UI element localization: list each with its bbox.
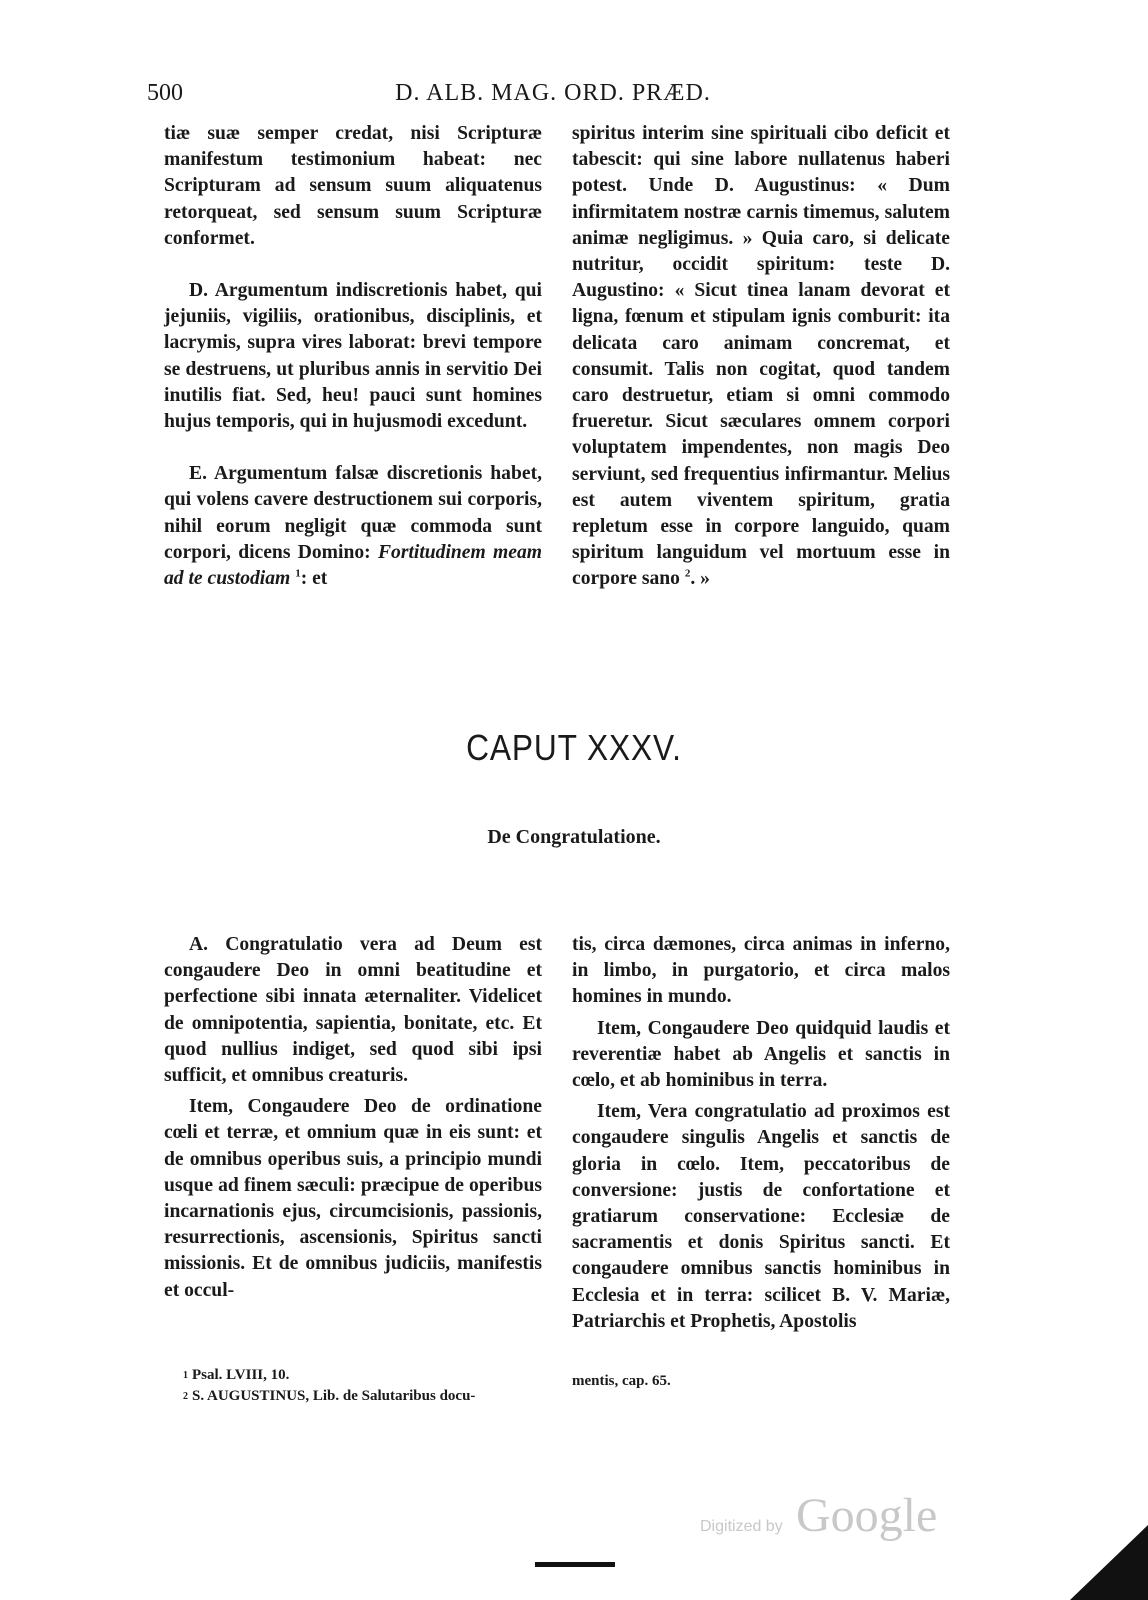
bottom-rule <box>535 1562 615 1567</box>
paragraph: Item, Congaudere Deo quidquid laudis et reverentiæ habet ab Angelis et sanctis in cœlo, et ab hominibus in terra. <box>572 1017 950 1092</box>
paragraph-a: A. Congratulatio vera ad Deum est congaudere Deo in omni beatitudine et perfectione sibi innata æternaliter. Videlicet de omnipotentia, sapientia, bonitate, etc. Et quod nullius indiget, sed quod sibi ipsi sufficit, et omnibus creaturis. <box>164 934 542 1087</box>
chapter-heading: CAPUT XXXV. <box>466 727 682 768</box>
footnote-2: $^2$ S. AUGUSTINUS, Lib. de Salutaribus docu- <box>183 1388 476 1404</box>
google-logo: Google <box>796 1489 938 1542</box>
footnotes-right <box>572 1371 952 1392</box>
footnote-ref-1: 1 <box>295 567 301 580</box>
paragraph-e: E. Argumentum falsæ discretionis habet, qui volens cavere destructionem sui corporis, nihil eorum negligit quæ commoda sunt corpori, dicens Domino: Fortitudinem meam ad te custodiam $^1$: et <box>164 463 542 590</box>
footnote-ref-2: 2 <box>684 567 691 580</box>
top-left-column <box>164 121 542 592</box>
paragraph: tis, circa dæmones, circa animas in inferno, in limbo, in purgatorio, et circa malos homines in mundo. <box>572 934 950 1008</box>
footnote-1: $^1$ Psal. LVIII, 10. <box>183 1367 290 1383</box>
page-edge-shadow <box>1050 1525 1148 1600</box>
paragraph: tiæ suæ semper credat, nisi Scripturæ manifestum testimonium habeat: nec Scripturam ad sensum suum aliquatenus retorqueat, sed sensum suum Scripturæ conformet. <box>164 123 542 249</box>
footnote-2-continued: mentis, cap. 65. <box>572 1373 671 1389</box>
paragraph: Item, Congaudere Deo de ordinatione cœli et terræ, et omnium quæ in eis sunt: et de omnibus operibus suis, a principio mundi usque ad finem sæculi: præcipue de operibus incarnationis ejus, circumcisionis, passionis, resurrectionis, ascensionis, Spiritus sancti missionis. Et de omnibus judiciis, manifestis et occul- <box>164 1096 542 1301</box>
watermark-prefix: Digitized by <box>700 1518 783 1535</box>
paragraph: spiritus interim sine spirituali cibo deficit et tabescit: qui sine labore nullatenus haberi potest. Unde D. Augustinus: « Dum infirmitatem nostræ carnis timemus, salutem animæ negligimus. » Quia caro, si delicate nutritur, occidit spiritum: teste D. Augustino: « Sicut tinea lanam devorat et ligna, fœnum et stipulam ignis comburit: ita delicata caro animam concremat, et consumit. Talis non cogitat, quod tandem caro destruetur, etiam si omni commodo frueretur. Sicut sæculares omnem corpori voluptatem impendentes, non magis Deo serviunt, sed frequentius infirmantur. Melius est autem viventem spiritum, gratia repletum esse in corpore languido, quam spiritum languidum vel mortuum esse in corpore sano $^2$. » <box>572 123 950 590</box>
paragraph-d: D. Argumentum indiscretionis habet, qui jejuniis, vigiliis, orationibus, disciplinis, et lacrymis, supra vires laborat: brevi tempore se destruens, ut pluribus annis in servitio Dei inutilis fiat. Sed, heu! pauci sunt homines hujus temporis, qui in hujusmodi excedunt. <box>164 280 542 433</box>
digitized-watermark <box>700 1488 940 1548</box>
scripture-quote: Fortitudinem meam ad te custodiam <box>164 541 542 590</box>
footnotes-left <box>183 1365 563 1407</box>
top-right-column <box>572 121 950 593</box>
bottom-left-column <box>164 932 542 1304</box>
chapter-subtitle: De Congratulatione. <box>487 826 661 848</box>
paragraph: Item, Vera congratulatio ad proximos est congaudere singulis Angelis et sanctis de gloria in cœlo. Item, peccatoribus de conversione: justis de confortatione et gratiarum conservatione: Ecclesiæ de sacramentis et donis Spiritus sancti. Et congaudere omnibus sanctis hominibus in Ecclesia et in terra: scilicet B. V. Mariæ, Patriarchis et Prophetis, Apostolis <box>572 1101 950 1332</box>
running-header <box>147 80 959 112</box>
page-number: 500 <box>147 80 183 106</box>
running-head: D. ALB. MAG. ORD. PRÆD. <box>395 80 711 106</box>
bottom-right-column <box>572 932 950 1335</box>
